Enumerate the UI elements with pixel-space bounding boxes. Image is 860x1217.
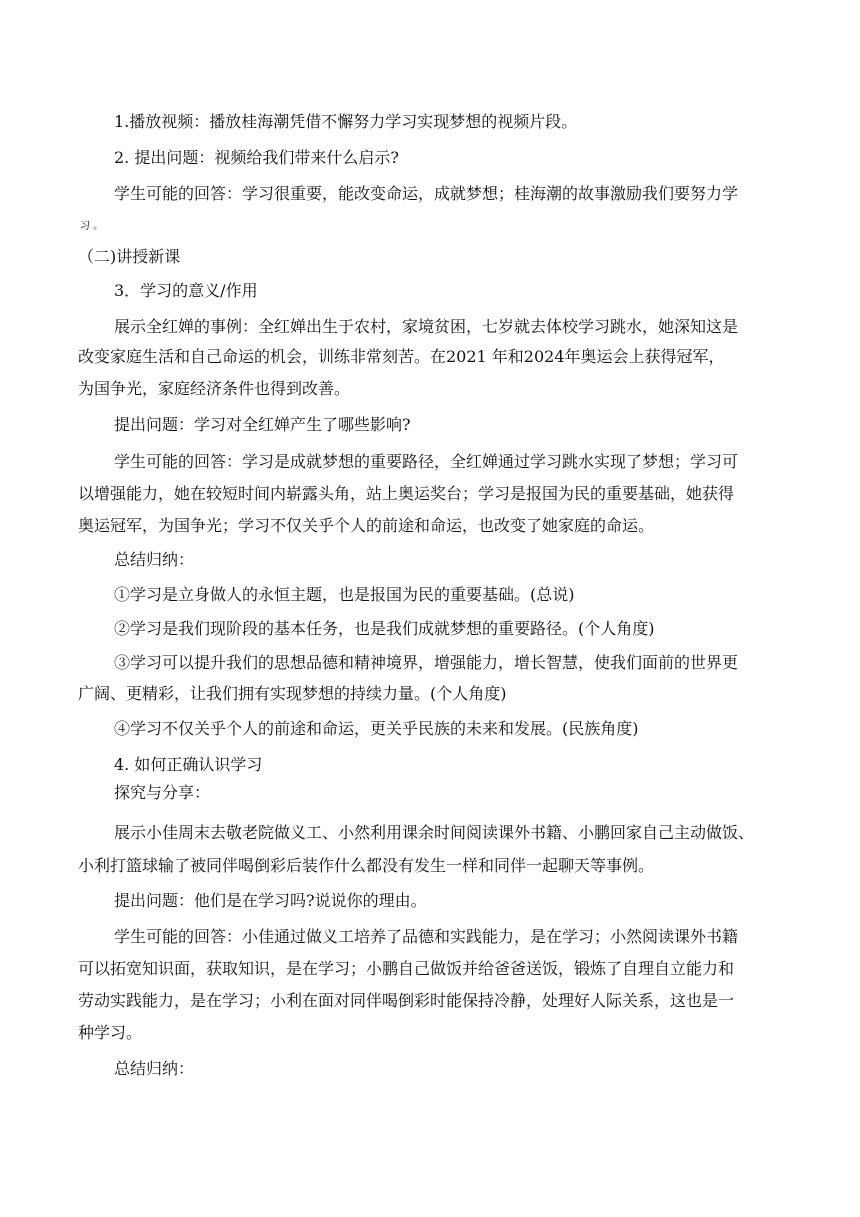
text-line-answer-cont: 习 。 — [80, 221, 104, 232]
summary-point-cont: 广阔、更精彩，让我们拥有实现梦想的持续力量。(个人角度) — [78, 684, 507, 703]
section-heading: （二)讲授新课 — [78, 247, 181, 266]
explore-label: 探究与分享： — [114, 783, 211, 802]
text-line-video: 1.播放视频：播放桂海潮凭借不懈努力学习实现梦想的视频片段。 — [114, 112, 578, 131]
summary-point: ④学习不仅关乎个人的前途和命运，更关乎民族的未来和发展。(民族角度) — [114, 719, 639, 738]
text-line-answer: 学生可能的回答：学习是成就梦想的重要路径，全红婵通过学习跳水实现了梦想；学习可 — [114, 452, 739, 471]
text-line-example-cont: 小利打篮球输了被同伴喝倒彩后装作什么都没有发生一样和同伴一起聊天等事例。 — [78, 856, 655, 875]
summary-label: 总结归纳： — [114, 550, 195, 569]
summary-point: ③学习可以提升我们的思想品德和精神境界，增强能力，增长智慧，使我们面前的世界更 — [114, 653, 739, 672]
summary-point: ②学习是我们现阶段的基本任务，也是我们成就梦想的重要路径。(个人角度) — [114, 619, 655, 638]
subsection-heading: 4. 如何正确认识学习 — [114, 755, 263, 774]
text-line-question: 2. 提出问题：视频给我们带来什么启示? — [114, 148, 399, 167]
text-line-answer-cont: 种学习。 — [78, 1023, 143, 1042]
text-line-question: 提出问题：他们是在学习吗?说说你的理由。 — [114, 891, 427, 910]
subsection-heading: 3．学习的意义/作用 — [114, 281, 258, 300]
text-line-answer-cont: 可以拓宽知识面，获取知识，是在学习；小鹏自己做饭并给爸爸送饭，锻炼了自理自立能力和 — [78, 959, 735, 978]
text-line-answer: 学生可能的回答：学习很重要，能改变命运，成就梦想；桂海潮的故事激励我们要努力学 — [114, 184, 739, 203]
summary-label: 总结归纳： — [114, 1059, 195, 1078]
text-line-answer: 学生可能的回答：小佳通过做义工培养了品德和实践能力，是在学习；小然阅读课外书籍 — [114, 927, 739, 946]
text-line-answer-cont: 劳动实践能力，是在学习；小利在面对同伴喝倒彩时能保持冷静，处理好人际关系，这也是一 — [78, 991, 735, 1010]
text-line-example: 展示小佳周末去敬老院做义工、小然利用课余时间阅读课外书籍、小鹏回家自己主动做饭、 — [114, 823, 755, 842]
text-line-example-cont: 改变家庭生活和自己命运的机会，训练非常刻苦。在2021 年和2024年奥运会上获得冠军， — [78, 347, 725, 366]
text-line-answer-cont: 奥运冠军，为国争光；学习不仅关乎个人的前途和命运，也改变了她家庭的命运。 — [78, 516, 655, 535]
summary-point: ①学习是立身做人的永恒主题，也是报国为民的重要基础。(总说) — [114, 585, 575, 604]
text-line-answer-cont: 以增强能力，她在较短时间内崭露头角，站上奥运奖台；学习是报国为民的重要基础，她获得 — [78, 484, 735, 503]
text-line-example: 展示全红婵的事例：全红婵出生于农村，家境贫困，七岁就去体校学习跳水，她深知这是 — [114, 317, 739, 336]
text-line-question: 提出问题：学习对全红婵产生了哪些影响? — [114, 415, 411, 434]
text-line-example-cont: 为国争光，家庭经济条件也得到改善。 — [78, 379, 351, 398]
